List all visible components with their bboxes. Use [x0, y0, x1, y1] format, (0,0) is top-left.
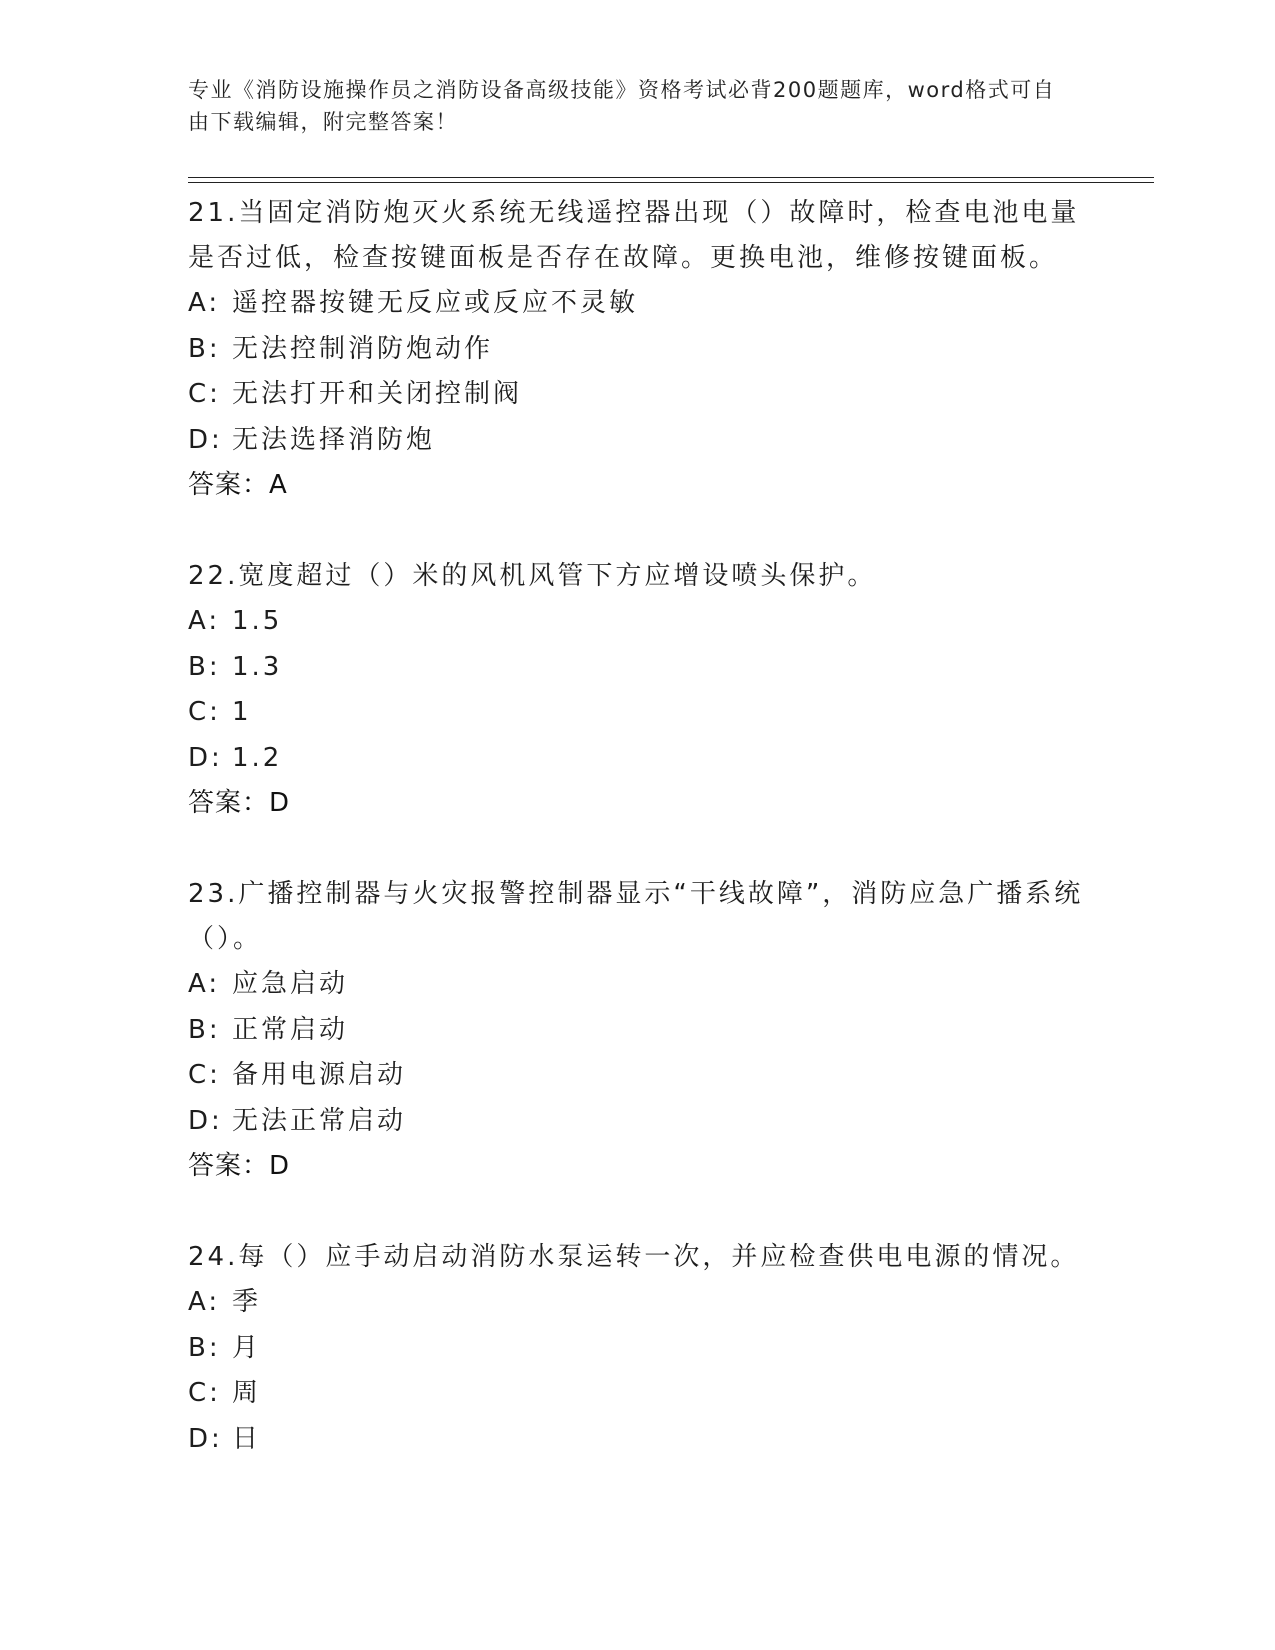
- option-text: 日: [232, 1423, 262, 1454]
- option-b: [188, 327, 1088, 373]
- option-key: B:: [188, 1332, 221, 1363]
- option-b: [188, 1326, 1088, 1372]
- option-key: B:: [188, 1014, 221, 1045]
- option-text: 无法打开和关闭控制阀: [232, 379, 523, 409]
- answer-line: 答案：D: [188, 1151, 291, 1181]
- question-21: [188, 191, 1088, 508]
- option-a: [188, 1280, 1088, 1326]
- option-c: [188, 1053, 1088, 1099]
- option-text: 无法正常启动: [232, 1105, 407, 1136]
- option-key: D:: [188, 1423, 223, 1454]
- option-c: [188, 372, 1088, 418]
- option-text: 遥控器按键无反应或反应不灵敏: [232, 288, 639, 318]
- option-key: B:: [188, 651, 221, 682]
- option-text: 无法选择消防炮: [232, 424, 436, 455]
- option-key: D:: [188, 1105, 223, 1136]
- option-text: 1: [232, 697, 252, 727]
- document-header: 专业《消防设施操作员之消防设备高级技能》资格考试必背200题题库，word格式可自由下载编辑，附完整答案！: [188, 78, 1056, 134]
- question-23: [188, 872, 1088, 1189]
- question-24: [188, 1235, 1088, 1462]
- option-d: [188, 736, 1088, 782]
- option-c: [188, 690, 1088, 736]
- option-d: [188, 418, 1088, 464]
- option-a: [188, 281, 1088, 327]
- option-text: 1.5: [232, 606, 283, 636]
- option-c: [188, 1371, 1088, 1417]
- option-key: D:: [188, 424, 223, 455]
- question-stem: 21.当固定消防炮灭火系统无线遥控器出现（）故障时，检查电池电量是否过低，检查按键面板是否存在故障。更换电池，维修按键面板。: [188, 198, 1080, 273]
- question-stem: 24.每（）应手动启动消防水泵运转一次，并应检查供电电源的情况。: [188, 1242, 1080, 1272]
- option-key: C:: [188, 1378, 221, 1408]
- option-text: 应急启动: [232, 969, 349, 999]
- question-stem: 22.宽度超过（）米的风机风管下方应增设喷头保护。: [188, 561, 877, 591]
- option-key: D:: [188, 742, 223, 773]
- option-a: [188, 962, 1088, 1008]
- option-d: [188, 1417, 1088, 1463]
- option-b: [188, 645, 1088, 691]
- option-text: 无法控制消防炮动作: [232, 333, 494, 364]
- option-b: [188, 1008, 1088, 1054]
- option-d: [188, 1099, 1088, 1145]
- option-text: 备用电源启动: [232, 1060, 407, 1090]
- option-text: 季: [232, 1287, 262, 1317]
- option-key: A:: [188, 606, 221, 636]
- option-key: A:: [188, 1287, 221, 1317]
- answer-line: 答案：D: [188, 788, 291, 818]
- option-key: A:: [188, 969, 221, 999]
- option-text: 周: [232, 1378, 262, 1408]
- option-key: A:: [188, 288, 221, 318]
- option-key: C:: [188, 379, 221, 409]
- answer-line: 答案：A: [188, 470, 288, 500]
- option-key: B:: [188, 333, 221, 364]
- option-text: 1.3: [232, 651, 283, 682]
- option-text: 月: [232, 1332, 262, 1363]
- option-a: [188, 599, 1088, 645]
- option-key: C:: [188, 1060, 221, 1090]
- question-stem: 23.广播控制器与火灾报警控制器显示“干线故障”，消防应急广播系统（）。: [188, 879, 1084, 954]
- option-key: C:: [188, 697, 221, 727]
- question-list: [188, 191, 1088, 1508]
- option-text: 1.2: [232, 742, 283, 773]
- header-divider-top: [188, 177, 1154, 178]
- header-divider-bottom: [188, 182, 1154, 183]
- option-text: 正常启动: [232, 1014, 349, 1045]
- question-22: [188, 554, 1088, 826]
